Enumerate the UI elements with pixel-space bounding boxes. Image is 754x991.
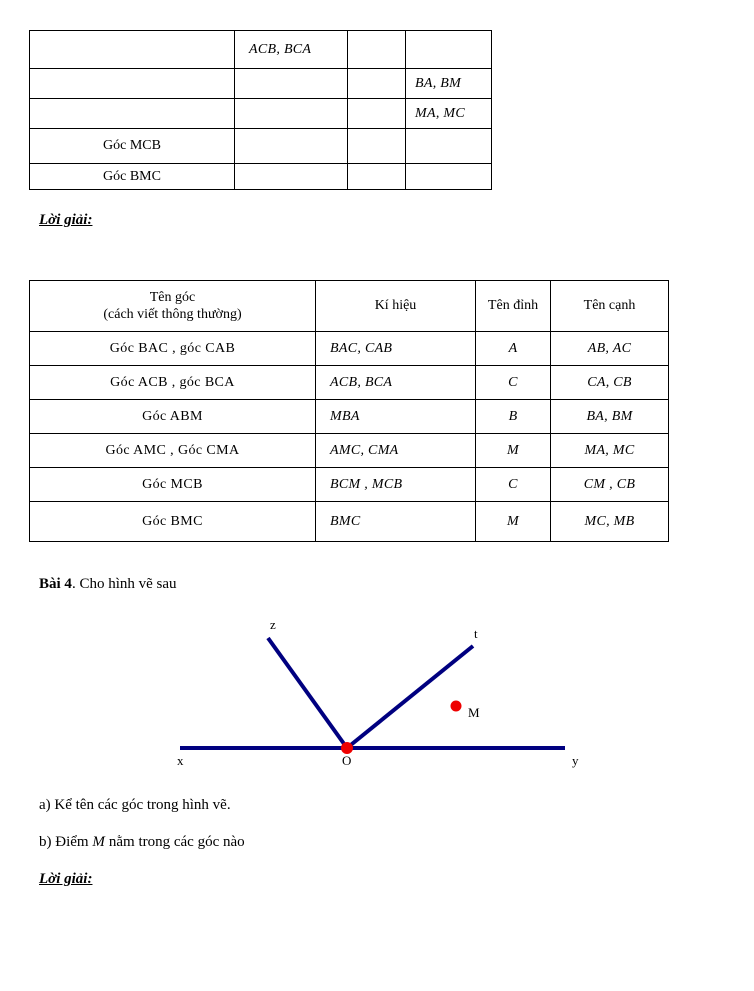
angle-table-solution xyxy=(29,280,669,542)
cell-symbol xyxy=(235,69,348,99)
cell-vertex xyxy=(348,129,406,164)
cell-sides xyxy=(406,164,492,190)
cell-symbol xyxy=(235,99,348,129)
point-m-marker xyxy=(451,701,462,712)
exercise-heading xyxy=(39,576,177,593)
table-row xyxy=(30,434,669,468)
exercise-text: . Cho hình vẽ sau xyxy=(71,576,177,592)
cell-sides: CA, CB xyxy=(551,366,669,400)
table-row xyxy=(30,164,492,190)
question-b-post: nằm trong các góc nào xyxy=(105,834,245,850)
header-angle-name-line1: Tên góc xyxy=(149,289,196,305)
cell-name xyxy=(30,129,235,164)
cell-vertex: B xyxy=(476,400,551,434)
question-b-pre: b) Điểm xyxy=(39,834,93,850)
cell-sides: CM , CB xyxy=(551,468,669,502)
cell-sides xyxy=(406,129,492,164)
cell-name-text: Góc MCB xyxy=(103,138,161,153)
cell-sides: MC, MB xyxy=(551,502,669,542)
table-row xyxy=(30,366,669,400)
cell-vertex xyxy=(348,31,406,69)
table-row xyxy=(30,400,669,434)
cell-vertex: M xyxy=(476,502,551,542)
cell-vertex: A xyxy=(476,332,551,366)
cell-name: Góc AMC , Góc CMA xyxy=(30,434,316,468)
cell-sides xyxy=(406,31,492,69)
label-m: M xyxy=(468,705,480,720)
cell-sides: BA, BM xyxy=(551,400,669,434)
cell-vertex xyxy=(348,69,406,99)
cell-name: Góc BAC , góc CAB xyxy=(30,332,316,366)
solution-heading-1: Lời giải: xyxy=(39,212,93,228)
question-b xyxy=(39,834,245,851)
cell-symbol: BCM , MCB xyxy=(316,468,476,502)
cell-name xyxy=(30,31,235,69)
cell-name: Góc MCB xyxy=(30,468,316,502)
cell-symbol: AMC, CMA xyxy=(316,434,476,468)
cell-name: Góc ACB , góc BCA xyxy=(30,366,316,400)
table-row xyxy=(30,69,492,99)
cell-name xyxy=(30,164,235,190)
cell-name: Góc BMC xyxy=(30,502,316,542)
cell-vertex xyxy=(348,164,406,190)
cell-sides: AB, AC xyxy=(551,332,669,366)
table-row xyxy=(30,468,669,502)
figure-svg xyxy=(150,605,620,780)
question-a: a) Kể tên các góc trong hình vẽ. xyxy=(39,797,231,813)
header-angle-name-line2: (cách viết thông thường) xyxy=(103,307,242,322)
question-b-math: M xyxy=(92,834,106,850)
table-row xyxy=(30,99,492,129)
exercise-number: Bài 4 xyxy=(39,576,72,592)
header-sides: Tên cạnh xyxy=(551,281,669,332)
cell-name: Góc ABM xyxy=(30,400,316,434)
table-row xyxy=(30,502,669,542)
ray-oz xyxy=(268,638,347,748)
cell-vertex: C xyxy=(476,468,551,502)
cell-sides: BA, BM xyxy=(406,69,492,99)
cell-name-text: Góc BMC xyxy=(103,168,161,184)
ray-ot xyxy=(347,646,473,748)
header-symbol: Kí hiệu xyxy=(316,281,476,332)
label-y: y xyxy=(572,753,579,768)
cell-symbol: MBA xyxy=(316,400,476,434)
table-header-row xyxy=(30,281,669,332)
cell-symbol: BAC, CAB xyxy=(316,332,476,366)
cell-sides: MA, MC xyxy=(551,434,669,468)
header-angle-name xyxy=(30,281,316,332)
table-row xyxy=(30,332,669,366)
cell-symbol xyxy=(235,129,348,164)
cell-vertex: C xyxy=(476,366,551,400)
label-x: x xyxy=(177,753,184,768)
table-row xyxy=(30,129,492,164)
header-vertex: Tên đỉnh xyxy=(476,281,551,332)
cell-vertex xyxy=(348,99,406,129)
cell-vertex: M xyxy=(476,434,551,468)
cell-sides: MA, MC xyxy=(406,99,492,129)
geometry-figure xyxy=(150,605,620,780)
cell-symbol: ACB, BCA xyxy=(235,31,348,69)
angle-table-partial xyxy=(29,30,492,190)
cell-name xyxy=(30,69,235,99)
label-o: O xyxy=(342,753,352,768)
label-z: z xyxy=(270,617,276,632)
cell-symbol: ACB, BCA xyxy=(316,366,476,400)
table-row xyxy=(30,31,492,69)
cell-name xyxy=(30,99,235,129)
solution-heading-2: Lời giải: xyxy=(39,871,93,887)
cell-symbol xyxy=(235,164,348,190)
label-t: t xyxy=(474,626,478,641)
cell-symbol: BMC xyxy=(316,502,476,542)
